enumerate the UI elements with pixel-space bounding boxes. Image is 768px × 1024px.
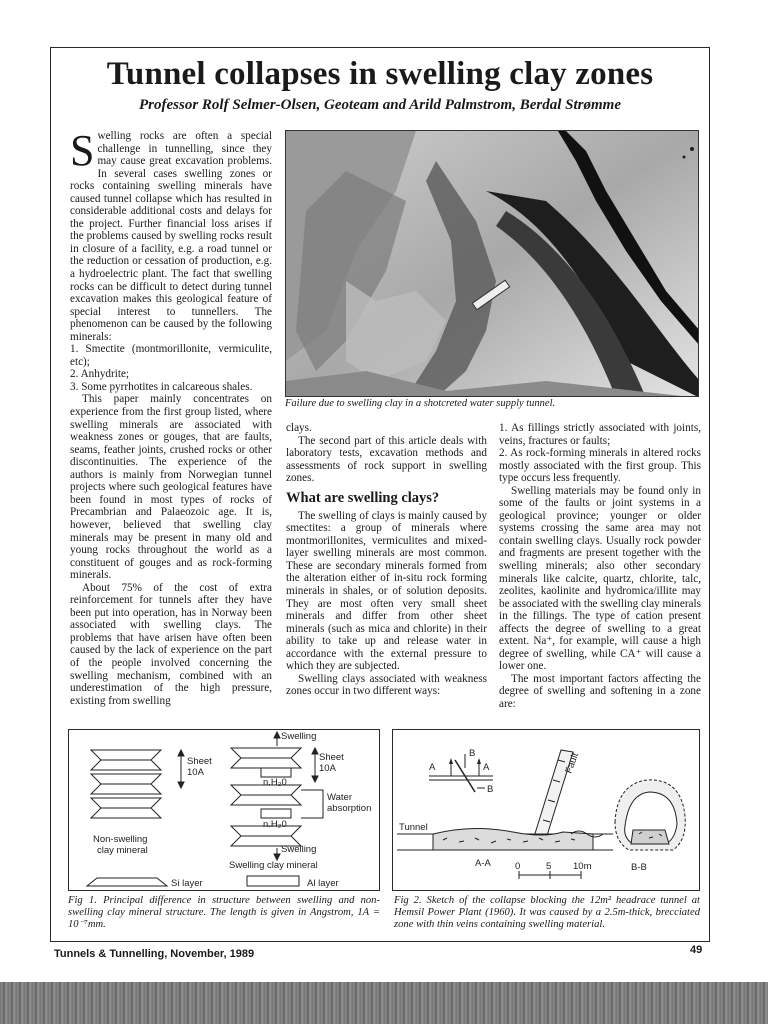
section-a-left-label: A <box>429 762 436 773</box>
swelling-top-label: Swelling <box>281 731 317 742</box>
fault-label: Fault <box>563 751 582 776</box>
intro-paragraph: Swelling rocks are often a special challenge in tunnelling, since they may cause great excavation problems. In several cases swelling zones or rocks containing swelling minerals have caused tunnel collapse which has resulted in considerable additional costs and delays for the project. Further financial loss arises if the problems caused by swelling rocks result in closure of a facility, e.g. a road tunnel or the reduction or cessation of production, e.g. a hydroelectric plant. The fact that swelling rocks can be difficult to detect during tunnel excavation makes this geological feature of special interest to tunnellers. The phenomenon can be caused by the following minerals: <box>70 130 272 343</box>
mineral-list-item: 1. Smectite (montmorillonite, vermiculite, etc); <box>70 343 272 368</box>
tunnel-photo-illustration <box>286 131 699 397</box>
section-b-bottom-label: B <box>487 784 494 795</box>
text-column-1 <box>70 130 272 720</box>
photo-caption: Failure due to swelling clay in a shotcreted water supply tunnel. <box>285 398 556 409</box>
al-layer-label: Al layer <box>307 878 339 889</box>
figure-2 <box>392 729 700 891</box>
si-layer-label: Si layer <box>171 878 203 889</box>
sheet-left-label: Sheet <box>187 756 212 767</box>
scale-5-label: 5 <box>546 861 552 872</box>
article-authors: Professor Rolf Selmer-Olsen, Geoteam and Arild Palmstrom, Berdal Strømme <box>139 97 621 113</box>
collapse-sketch <box>393 730 700 891</box>
page-number: 49 <box>690 944 703 956</box>
journal-footer: Tunnels & Tunnelling, November, 1989 <box>54 948 255 960</box>
sheet-left-unit: 10A <box>187 767 204 778</box>
list-item: 2. As rock-forming minerals in altered rocks mostly associated with the first group. This type occurs less frequently. <box>499 447 701 485</box>
swelling-bottom-label: Swelling <box>281 844 317 855</box>
figure-1-caption: Fig 1. Principal difference in structure between swelling and non-swelling clay mineral structure. The length is given in Angstrom, 1A = 10⁻⁷mm. <box>68 895 380 931</box>
non-swelling-label-1: Non-swelling <box>93 834 148 845</box>
nh2o-label-2: n.H₂0 <box>263 819 287 830</box>
figure-2-caption: Fig 2. Sketch of the collapse blocking the 12m² headrace tunnel at Hemsil Power Plant (1960). It was caused by a 2.5m-thick, brecciated zone with thin veins containing swelling material. <box>394 895 700 931</box>
body-paragraph: The second part of this article deals with laboratory tests, excavation methods and assessments of rock support in swelling zones. <box>286 434 487 485</box>
mineral-list-item: 2. Anhydrite; <box>70 368 130 381</box>
section-heading: What are swelling clays? <box>286 489 440 506</box>
clay-structure-diagram <box>69 730 380 891</box>
body-paragraph: About 75% of the cost of extra reinforcement for tunnels after they have been put into operation, has in Norway been associated with swelling clays. The problems that have arisen have often been caused by the lack of experience on the part of the people involved concerning the swelling mechanism, combined with an underestimation of the high pressure, existing from swelling <box>70 581 272 707</box>
scale-0-label: 0 <box>515 861 521 872</box>
sheet-right-unit: 10A <box>319 763 336 774</box>
mineral-list-item: 3. Some pyrrhotites in calcareous shales. <box>70 380 253 393</box>
nh2o-label-1: n.H₂0 <box>263 777 287 788</box>
scale-10-label: 10m <box>573 861 592 872</box>
article-title: Tunnel collapses in swelling clay zones <box>106 56 654 92</box>
tunnel-photo <box>285 130 699 397</box>
body-paragraph: Swelling materials may be found only in some of the faults or joint systems in a geological province; younger or older systems crossing the same area may not contain swelling clays. Usually rock powder and fragments are present together with the swelling minerals; also other secondary minerals like calcite, quartz, chlorite, talc, zeolites, kaolinite and hydromica/illite may be associated with the swelling clay minerals in the fillings. The type of cation present affects the degree of swelling to a great extent. Na⁺, for example, will cause a high degree of swelling, while CA⁺ will cause a lower one. <box>499 484 701 673</box>
non-swelling-stack <box>91 750 161 818</box>
swelling-clay-label: Swelling clay mineral <box>229 860 318 871</box>
text-column-3 <box>499 422 701 720</box>
body-paragraph: Swelling clays associated with weakness zones occur in two different ways: <box>286 672 487 698</box>
section-aa-label: A-A <box>475 858 491 869</box>
body-paragraph: This paper mainly concentrates on experience from the first group listed, where swelling minerals are associated with weakness zones or gouges, that are faults, seams, feather joints, crushed rocks or other discontinuities. The experience of the authors is mainly from Norwegian tunnel projects where such geological features have been found in most types of rocks of Precambrian and Palaeozoic age. It is, however, believed that swelling clay minerals may be present in many old and young rocks throughout the world as a constituent of gouges and as rock-forming minerals. <box>70 393 272 582</box>
section-b-top-label: B <box>469 748 476 759</box>
water-label: Water <box>327 792 352 803</box>
body-paragraph: The swelling of clays is mainly caused by smectites: a group of minerals where montmorillonites, vermiculites and mixed-layer swelling minerals are most common. These are secondary minerals formed from the alteration either of in-situ rock forming minerals in shales, or of solution deposits. They are most often very small sheet minerals and differ from other sheet minerals (such as mica and chlorite) in their ability to take up and release water in accordance with the external pressure to which they are subjected. <box>286 509 487 673</box>
section-bb-label: B-B <box>631 862 647 873</box>
sheet-right-label: Sheet <box>319 752 344 763</box>
list-item: 1. As fillings strictly associated with joints, veins, fractures or faults; <box>499 422 701 447</box>
body-paragraph: The most important factors affecting the degree of swelling and softening in a zone are: <box>499 672 701 711</box>
text-column-2 <box>286 422 487 720</box>
scan-edge-strip <box>0 982 768 1024</box>
tunnel-label: Tunnel <box>399 822 428 833</box>
figure-1 <box>68 729 380 891</box>
swelling-stack <box>231 748 301 846</box>
drop-cap: S <box>70 130 95 175</box>
body-paragraph: clays. <box>286 422 312 434</box>
section-a-right-label: A <box>483 762 490 773</box>
non-swelling-label-2: clay mineral <box>97 845 148 856</box>
absorption-label: absorption <box>327 803 372 814</box>
